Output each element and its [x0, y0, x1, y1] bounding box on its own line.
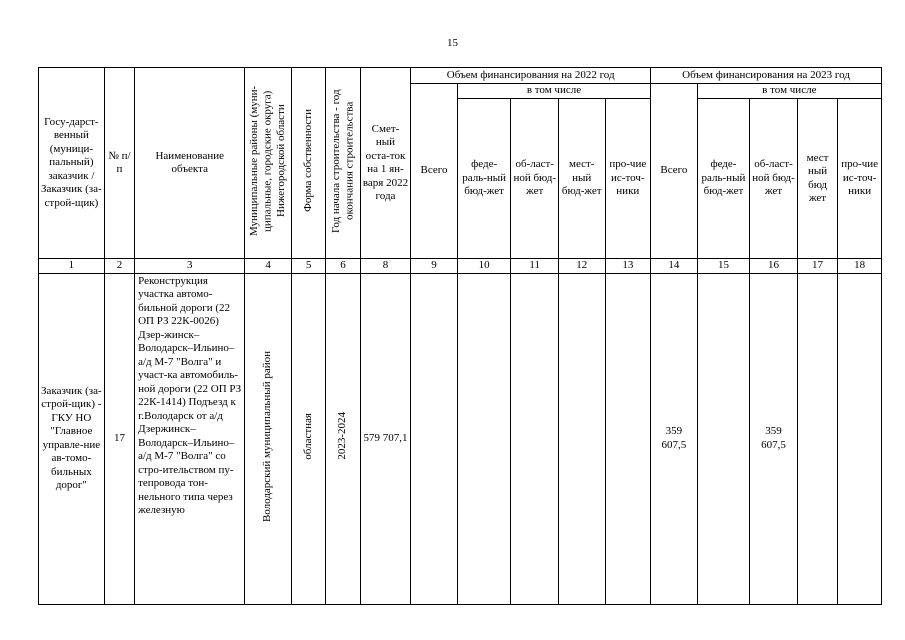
- financing-table: [38, 67, 882, 605]
- row-district: [245, 273, 292, 604]
- column-number: 16: [750, 259, 798, 274]
- header-districts-text: Муниципальные районы (муни-ципальные, городские округа) Нижегородской области: [247, 85, 287, 236]
- row-balance: 579 707,1: [360, 273, 411, 604]
- header-years-text: Год начала строительства - год окончания строительства: [329, 88, 355, 233]
- column-number: 5: [291, 259, 325, 274]
- column-number: 3: [135, 259, 245, 274]
- header-num: № п/п: [104, 68, 134, 259]
- header-other-2022: про-чие ис-точ-ники: [605, 99, 651, 259]
- column-number: 11: [511, 259, 559, 274]
- column-number: 18: [838, 259, 882, 274]
- header-other-2023: про-чие ис-точ-ники: [838, 99, 882, 259]
- row-other-2022: [605, 273, 651, 604]
- row-total-2023: 359 607,5: [651, 273, 698, 604]
- header-fin-2022: Объем финансирования на 2022 год: [411, 68, 651, 84]
- header-federal-2022: феде-раль-ный бюд-жет: [457, 99, 511, 259]
- page-number: 15: [447, 37, 458, 49]
- row-form: [291, 273, 325, 604]
- row-other-2023: [838, 273, 882, 604]
- column-number: 9: [411, 259, 458, 274]
- header-regional-2022: об-ласт-ной бюд-жет: [511, 99, 559, 259]
- row-district-text: Володарский муниципальный район: [261, 350, 274, 522]
- row-num: 17: [104, 273, 134, 604]
- row-regional-2023: 359 607,5: [750, 273, 798, 604]
- header-form-text: Форма собственности: [301, 109, 314, 213]
- column-number: 13: [605, 259, 651, 274]
- header-districts: [245, 68, 292, 259]
- column-number: 2: [104, 259, 134, 274]
- row-local-2023: [797, 273, 837, 604]
- header-fin-2023: Объем финансирования на 2023 год: [651, 68, 882, 84]
- header-total-2022: Всего: [411, 84, 458, 259]
- column-number: 15: [697, 259, 750, 274]
- row-form-text: областная: [301, 412, 314, 460]
- column-number: 4: [245, 259, 292, 274]
- row-years: [326, 273, 360, 604]
- header-name: Наименование объекта: [135, 68, 245, 259]
- header-total-2023: Всего: [651, 84, 698, 259]
- header-local-2023: мест ный бюд жет: [797, 99, 837, 259]
- header-incl-2022: в том числе: [457, 84, 650, 99]
- header-incl-2023: в том числе: [697, 84, 881, 99]
- header-balance: Смет-ный оста-ток на 1 ян-варя 2022 года: [360, 68, 411, 259]
- header-years: [326, 68, 360, 259]
- row-federal-2022: [457, 273, 511, 604]
- column-number: 12: [558, 259, 605, 274]
- row-federal-2023: [697, 273, 750, 604]
- table-row: [39, 273, 882, 604]
- row-local-2022: [558, 273, 605, 604]
- column-number: 17: [797, 259, 837, 274]
- row-years-text: 2023-2024: [336, 412, 349, 461]
- row-regional-2022: [511, 273, 559, 604]
- row-customer: Заказчик (за-строй-щик) - ГКУ НО "Главное управле-ние ав-томо-бильных дорог": [39, 273, 105, 604]
- header-regional-2023: об-ласт-ной бюд-жет: [750, 99, 798, 259]
- header-local-2022: мест-ный бюд-жет: [558, 99, 605, 259]
- row-object-name: [135, 273, 245, 604]
- header-form: [291, 68, 325, 259]
- header-customer: Госу-дарст-венный (муници-пальный) заказчик / Заказчик (за-строй-щик): [39, 68, 105, 259]
- row-object-name-text: Реконструкция участка автомо-бильной дороги (22 ОП РЗ 22К-0026) Дзер-жинск–Володарск–Ильино–а/д М-7 "Волга" и участ-ка автомобиль-ной дороги (22 ОП РЗ 22К-1414) Подъезд к г.Володарск от а/д Дзержинск–Володарск–Ильино–а/д М-7 "Волга" со стро-ительством пу-тепровода тон-нельного типа через железную: [138, 274, 242, 516]
- column-number: 6: [326, 259, 360, 274]
- column-numbers-row: [39, 259, 882, 274]
- header-federal-2023: феде-раль-ный бюд-жет: [697, 99, 750, 259]
- column-number: 1: [39, 259, 105, 274]
- column-number: 10: [457, 259, 511, 274]
- column-number: 8: [360, 259, 411, 274]
- column-number: 14: [651, 259, 698, 274]
- row-total-2022: [411, 273, 458, 604]
